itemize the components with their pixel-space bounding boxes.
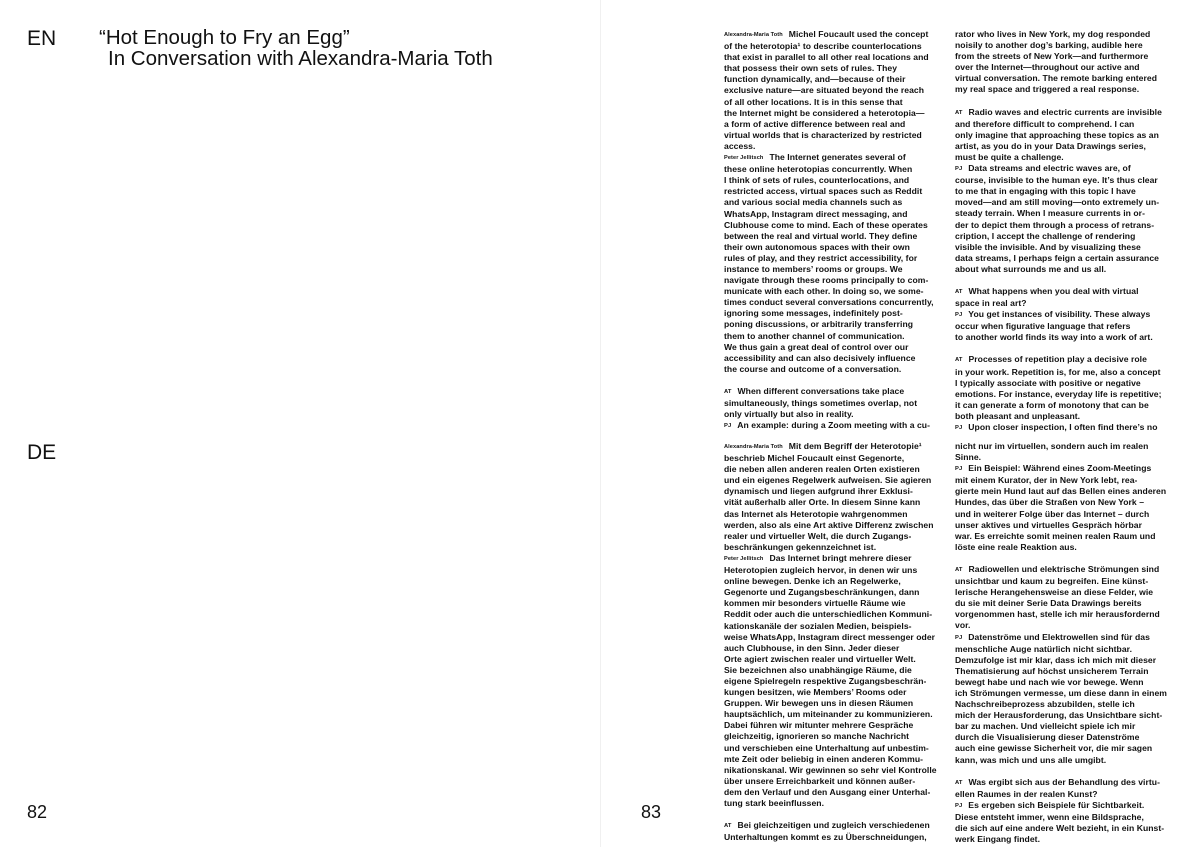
speaker-label: AT [955,109,963,116]
interview-paragraph [955,777,1195,800]
speaker-label: Peter Jellitsch [724,155,764,162]
english-column-2 [955,29,1195,432]
title-line-2: In Conversation with Alexandra-Maria Toth [108,47,493,70]
page-number-left: 82 [27,802,48,822]
paragraph-text: Es ergeben sich Beispiele für Sichtbarkeit. Diese entsteht immer, wenn eine Bildsprache, die sich auf eine andere Welt bezieht, in ein Kunst- werk Eingang findet. [955,799,1165,845]
speaker-label: AT [955,566,963,573]
speaker-label: PJ [955,802,963,809]
paragraph-text: Upon closer inspection, I often find there’s no [968,422,1158,432]
title-line-1: “Hot Enough to Fry an Egg” [99,26,350,49]
german-column-1 [724,441,964,843]
paragraph-text: You get instances of visibility. These always occur when figurative language that refers to another world finds its way into a work of art. [955,309,1153,343]
paragraph-text: Radiowellen und elektrische Strömungen sind unsichtbar und kaum zu begreifen. Eine künst- lerische Herangehensweise an diese Felder, wie du sie mit deiner Serie Data Drawings bereits vorgenommen hast, stelle ich mir herausfordernd vor. [955,563,1160,631]
interview-paragraph [724,152,964,375]
speaker-label: AT [724,823,732,830]
interview-paragraph [724,420,964,432]
speaker-label: PJ [955,466,963,473]
speaker-label: Alexandra-Maria Toth [724,32,783,38]
paragraph-gap [955,553,1195,564]
speaker-label: PJ [724,423,732,430]
speaker-label: Alexandra-Maria Toth [724,444,783,450]
interview-paragraph [724,29,964,152]
interview-paragraph [955,107,1195,163]
interview-paragraph [955,800,1195,845]
speaker-label: PJ [955,425,963,431]
paragraph-text: rator who lives in New York, my dog responded noisily to another dog’s barking, audible here from the streets of New York—and furthermore over the Internet—throughout our active and virtual conversation. The remote barking entered my real space and triggered a real response. [955,29,1158,95]
interview-paragraph [955,286,1195,309]
interview-paragraph [724,553,964,809]
paragraph-text: The Internet generates several of these online heterotopias concurrently. When I think of sets of rules, counterlocations, and restricted access, virtual spaces such as Reddit and various social media channels such as WhatsApp, Instagram direct messaging, and Clubhouse come to mind. Each of these operates between the real and virtual world. They define their own autonomous spaces with their own rules of play, and they restrict accessibility, for instance to members’ rooms or groups. We navigate through these rooms principally to com- municate with each other. In doing so, we some- times conduct several conversations concurrently, ignoring some messages, indefinitely post- poning discussions, or arbitrarily transferring them to another channel of communication. We thus gain a great deal of control over our accessibility and can also decisively influence the course and outcome of a conversation. [724,152,934,374]
paragraph-gap [955,343,1195,354]
interview-paragraph [724,386,964,420]
paragraph-text: Data streams and electric waves are, of course, invisible to the human eye. It’s thus clear to me that in engaging with this topic I have moved—and am still moving—onto extremely un- steady terrain. When I measure currents in or- der to depict them through a process of retrans- cription, I accept the challenge of rendering visible the invisible. And by visualizing these data streams, I perhaps feign a certain assurance about what surrounds me and us all. [955,163,1160,274]
page-fold [600,0,601,847]
paragraph-text: Das Internet bringt mehrere dieser Heterotopien zugleich hervor, in denen wir uns online bewegen. Denke ich an Regelwerke, Gegenorte und Zugangsbeschränkungen, dann kommen mir besonders virtuelle Räume wie Reddit oder auch die unterschiedlichen Kommuni- kationskanäle der sozialen Medien, beispiels- weise WhatsApp, Instagram direct messenger oder auch Clubhouse, in den Sinn. Jeder dieser Orte agiert zwischen realer und virtueller Welt. Sie bezeichnen also unabhängige Räume, die eigene Spielregeln respektive Zugangsbeschrän- kungen besitzen, wie Members’ Rooms oder Gruppen. Wir bewegen uns in diesen Räumen hauptsächlich, um miteinander zu kommunizieren. Dabei führen wir mitunter mehrere Gespräche gleichzeitig, ignorieren so manche Nachricht und verschieben eine Unterhaltung auf unbestim- mte Zeit oder beliebig in einen anderen Kommu- nikationskanal. Wir gewinnen so sehr viel Kontrolle über unsere Erreichbarkeit und können außer- dem den Verlauf und den Ausgang einer Unterhal- tung stark beeinflussen. [724,552,937,808]
paragraph-text: Was ergibt sich aus der Behandlung des virtu- ellen Raumes in der realen Kunst? [955,776,1161,799]
interview-paragraph [955,29,1195,96]
interview-paragraph [955,463,1195,553]
paragraph-gap [724,809,964,820]
speaker-label: AT [955,779,963,786]
paragraph-text: Datenströme und Elektrowellen sind für das menschliche Auge natürlich nicht sichtbar. Demzufolge ist mir klar, dass ich mich mit dieser Thematisierung auf höchst unsicherem Terrain bewegt habe und nach wie vor bewege. Wenn ich Strömungen vermesse, um diese dann in einem Nachschreibeprozess abzubilden, stelle ich mich der Herausforderung, das Unsichtbare sicht- bar zu machen. Und vielleicht spiele ich mir durch die Visualisierung dieser Datenströme auch eine gewisse Sicherheit vor, die mir sagen kann, was mich und uns alle umgibt. [955,631,1168,765]
paragraph-text: Mit dem Begriff der Heterotopie¹ beschrieb Michel Foucault einst Gegenorte, die neben allen anderen realen Orten existieren und ein eigenes Regelwerk aufweisen. Sie agieren dynamisch und liegen aufgrund ihrer Exklusi- vität außerhalb aller Orte. In diesem Sinne kann das Internet als Heterotopie wahrgenommen werden, also als eine Art aktive Differenz zwischen realer und virtueller Welt, die durch Zugangs- beschränkungen gekennzeichnet ist. [724,441,934,552]
page-number-right: 83 [641,802,662,822]
article-title [99,26,582,70]
paragraph-text: nicht nur im virtuellen, sondern auch im realen Sinne. [955,441,1149,463]
speaker-label: AT [955,357,963,364]
interview-paragraph [955,441,1195,463]
interview-paragraph [955,564,1195,632]
paragraph-text: Ein Beispiel: Während eines Zoom-Meetings mit einem Kurator, der in New York lebt, rea- gierte mein Hund laut auf das Bellen eines anderen Hundes, das über die Straßen von New York – und in weiterer Folge über das Internet – durch unser aktives und virtuelles Gespräch hörbar war. Es erreichte somit meinen realen Raum und löste eine reale Reaktion aus. [955,463,1167,552]
interview-paragraph [955,632,1195,766]
interview-paragraph [955,354,1195,422]
interview-paragraph [955,163,1195,275]
speaker-label: Peter Jellitsch [724,555,764,562]
paragraph-gap [724,375,964,386]
interview-paragraph [955,309,1195,343]
interview-paragraph [724,820,964,843]
paragraph-text: When different conversations take place simultaneously, things sometimes overlap, not only virtually but also in reality. [724,385,918,420]
language-label-en: EN [27,27,57,50]
paragraph-gap [955,766,1195,777]
paragraph-text: An example: during a Zoom meeting with a cu- [737,420,931,431]
paragraph-text: Processes of repetition play a decisive role in your work. Repetition is, for me, also a concept I typically associate with positive or negative emotions. For instance, everyday life is repetitive; it can generate a form of monotony that can be both pleasant and unpleasant. [955,354,1162,421]
paragraph-gap [955,275,1195,286]
interview-paragraph [955,422,1195,434]
speaker-label: PJ [955,634,963,641]
speaker-label: PJ [955,166,963,173]
speaker-label: AT [955,288,963,295]
german-column-2 [955,441,1195,845]
paragraph-text: Radio waves and electric currents are invisible and therefore difficult to comprehend. I can only imagine that approaching these topics as an artist, as you do in your Data Drawings series, must be quite a challenge. [955,106,1162,162]
language-label-de: DE [27,441,57,464]
paragraph-text: Bei gleichzeitigen und zugleich verschiedenen Unterhaltungen kommt es zu Überschneidungen, [724,820,930,843]
interview-paragraph [724,441,964,553]
paragraph-text: Michel Foucault used the concept of the heterotopia¹ to describe counterlocations that exist in parallel to all other real locations and that possess their own sets of rules. They function dynamically, and—because of their exclusive nature—are situated beyond the reach of all other locations. It is in this sense that the Internet might be considered a heterotopia— a form of active difference between real and virtual worlds that is characterized by restricted access. [724,29,929,151]
english-column-1 [724,29,964,431]
speaker-label: PJ [955,312,963,319]
paragraph-text: What happens when you deal with virtual space in real art? [955,285,1139,309]
paragraph-gap [955,96,1195,107]
speaker-label: AT [724,388,732,395]
